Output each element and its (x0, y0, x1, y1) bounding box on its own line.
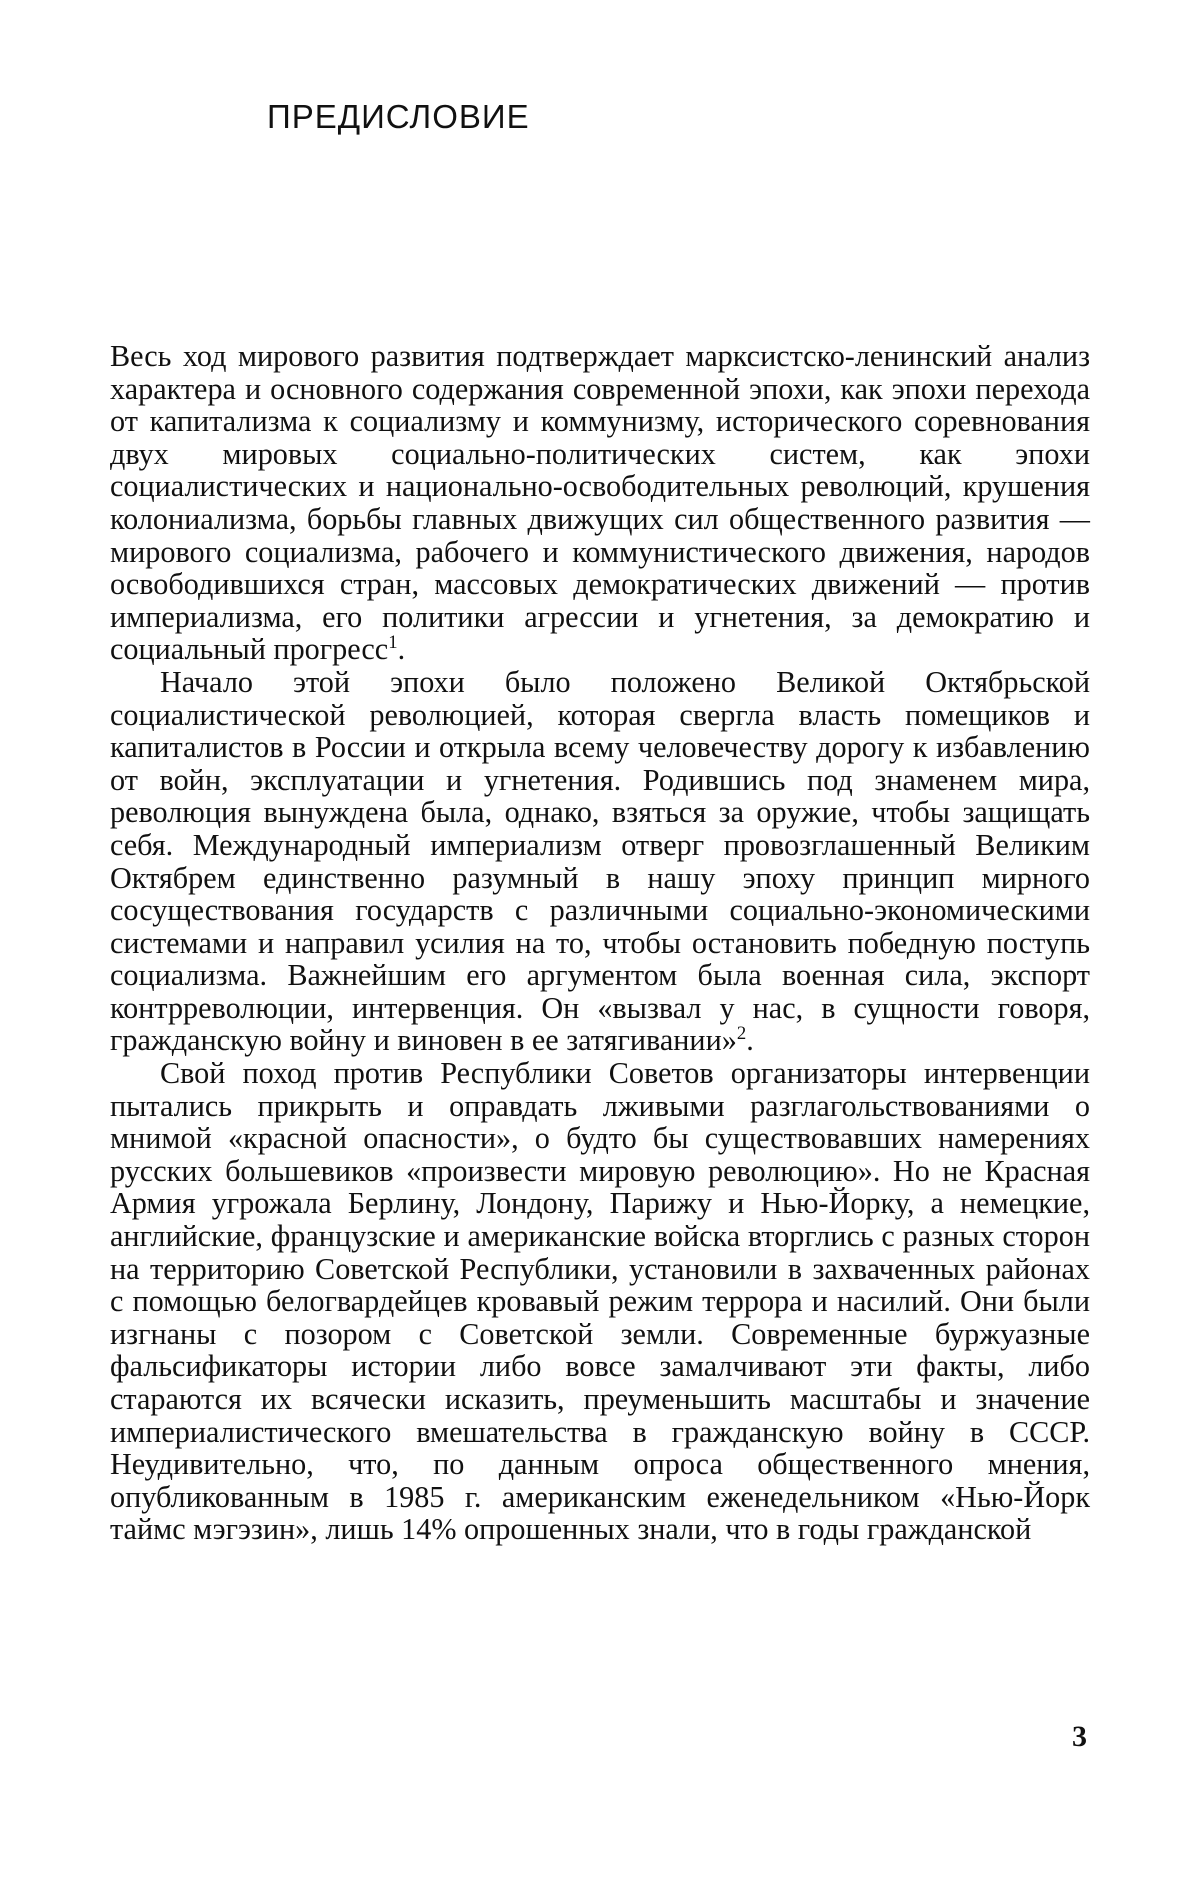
footnote-ref: 1 (388, 632, 398, 654)
paragraph-tail: . (746, 1023, 754, 1058)
paragraph-text: Свой поход против Республики Советов организаторы интервенции пытались прикрыть и оправдать лживыми разглагольствованиями о мнимой «красной опасности», о будто бы существовавших намерениях русских большевиков «произвести мировую революцию». Но не Красная Армия угрожала Берлину, Лондону, Парижу и Нью-Йорку, а немецкие, английские, французские и американские войска вторглись с разных сторон на территорию Советской Республики, установили в захваченных районах с помощью белогвардейцев кровавый режим террора и насилий. Они были изгнаны с позором с Советской земли. Современные буржуазные фальсификаторы истории либо вовсе замалчивают эти факты, либо стараются их всячески исказить, преуменьшить масштабы и значение империалистического вмешательства в гражданскую войну в СССР. Неудивительно, что, по данным опроса общественного мнения, опубликованным в 1985 г. американским еженедельником «Нью-Йорк таймс мэгэзин», лишь 14% опрошенных знали, что в годы гражданской (110, 1056, 1090, 1547)
footnote-ref: 2 (736, 1023, 747, 1045)
body-text (110, 340, 1090, 1546)
page-heading: ПРЕДИСЛОВИЕ (267, 98, 530, 135)
paragraph-3 (110, 1057, 1090, 1546)
paragraph-text: Начало этой эпохи было положено Великой Октябрьской социалистической революцией, которая свергла власть помещиков и капиталистов в России и открыла всему человечеству дорогу к избавлению от войн, эксплуатации и угнетения. Родившись под знаменем мира, революция вынуждена была, однако, взяться за оружие, чтобы защищать себя. Международный империализм отверг провозглашенный Великим Октябрем единственно разумный в нашу эпоху принцип мирного сосуществования государств с различными социально-экономическими системами и направил усилия на то, чтобы остановить победную поступь социализма. Важнейшим его аргументом была военная сила, экспорт контрреволюции, интервенция. Он «вызвал у нас, в сущности говоря, гражданскую войну и виновен в ее затягивании» (110, 664, 1090, 1058)
page-number: 3 (1072, 1720, 1087, 1753)
paragraph-2 (110, 666, 1090, 1057)
paragraph-text: Весь ход мирового развития подтверждает марксистско-ленинский анализ характера и основного содержания современной эпохи, как эпохи перехода от капитализма к социализму и коммунизму, исторического соревнования двух мировых социально-политических систем, как эпохи социалистических и национально-освободительных революций, крушения колониализма, борьбы главных движущих сил общественного развития — мирового социализма, рабочего и коммунистического движения, народов освободившихся стран, массовых демократических движений — против империализма, его политики агрессии и угнетения, за демократию и социальный прогресс (110, 339, 1090, 667)
paragraph-tail: . (397, 632, 406, 667)
paragraph-1 (110, 340, 1090, 666)
